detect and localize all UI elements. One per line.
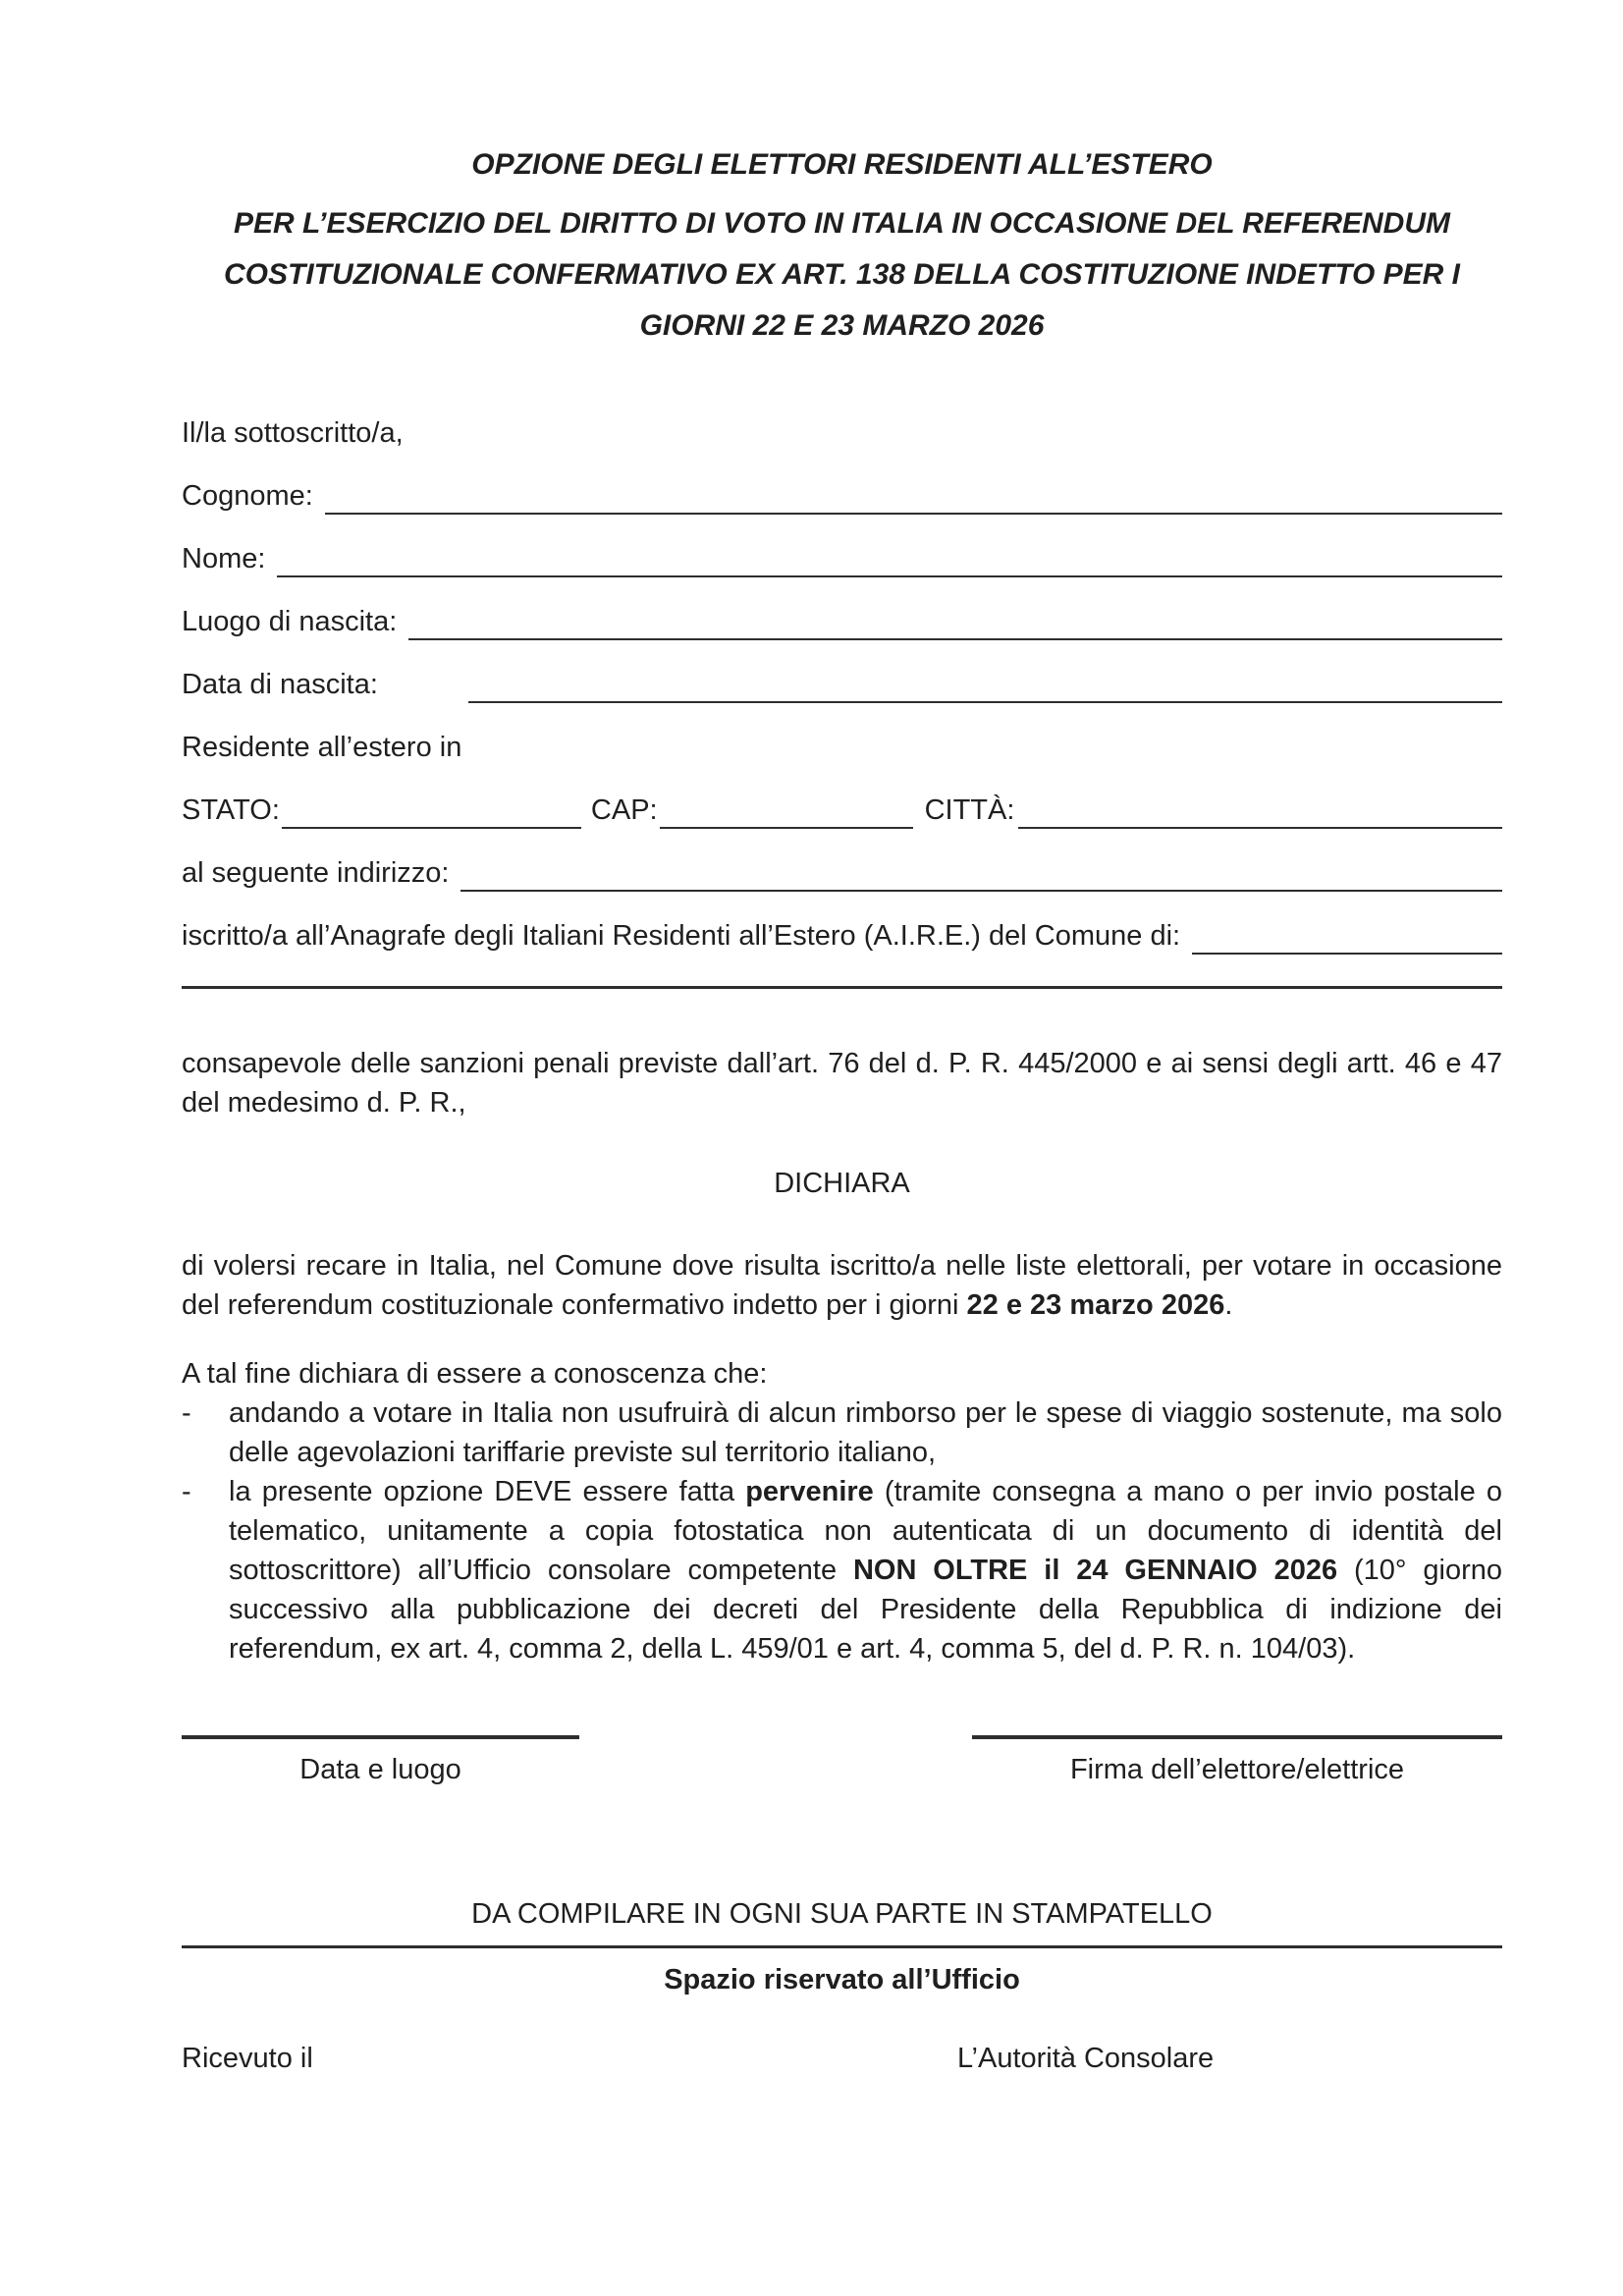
notice-bullet-2 <box>182 1472 1502 1668</box>
state-input-line[interactable] <box>282 795 581 829</box>
document-subtitle <box>182 198 1502 352</box>
signature-section <box>182 1735 1502 1788</box>
declaration-body <box>182 1246 1502 1325</box>
birthdate-label: Data di nascita: <box>182 669 378 700</box>
field-row-surname <box>182 477 1502 515</box>
received-date-label: Ricevuto il <box>182 2043 313 2074</box>
declaration-body-dates: 22 e 23 marzo 2026 <box>966 1289 1225 1321</box>
birthplace-label: Luogo di nascita: <box>182 606 398 637</box>
notice-intro: A tal fine dichiara di essere a conoscenza che: <box>182 1358 768 1390</box>
aire-comune-input-line[interactable] <box>1192 921 1502 955</box>
consular-authority-label: L’Autorità Consolare <box>957 2043 1215 2074</box>
notice-bullet-2-text <box>229 1472 1502 1668</box>
state-label: STATO: <box>182 794 280 826</box>
notice-bullet-2-bold-pervenire: pervenire <box>745 1476 874 1507</box>
notice-bullet-2-end: (10° giorno successivo alla pubblicazione dei decreti del Presidente della Repubblica di indizione dei referendum, ex art. 4, comma 2, della L. 459/01 e art. 4, comma 5, del d. P. R. n. 104/03). <box>229 1555 1502 1665</box>
date-place-signature-line[interactable] <box>182 1735 579 1739</box>
declaration-premise: consapevole delle sanzioni penali previste dall’art. 76 del d. P. R. 445/2000 e ai sensi degli artt. 46 e 47 del medesimo d. P. R., <box>182 1048 1502 1119</box>
address-label: al seguente indirizzo: <box>182 857 450 889</box>
voter-signature-label: Firma dell’elettore/elettrice <box>1069 1754 1405 1785</box>
subtitle-line-2: COSTITUZIONALE CONFERMATIVO EX ART. 138 DELLA COSTITUZIONE INDETTO PER I <box>224 258 1460 291</box>
birthplace-input-line[interactable] <box>408 607 1502 640</box>
bullet-marker: - <box>182 1397 191 1429</box>
city-label: CITTÀ: <box>924 794 1015 826</box>
bullet-marker: - <box>182 1476 191 1507</box>
notice-bullet-2-mid: (tramite consegna a mano o per invio postale o telematico, unitamente a copia fotostatica non autenticata di un documento di identità del sottoscrittore) all’Ufficio consolare competente <box>229 1476 1502 1586</box>
declaration-body-end: . <box>1224 1289 1233 1321</box>
notice-bullet-2-bold-deadline: NON OLTRE il 24 GENNAIO 2026 <box>852 1555 1338 1586</box>
subtitle-line-1: PER L’ESERCIZIO DEL DIRITTO DI VOTO IN ITALIA IN OCCASIONE DEL REFERENDUM <box>234 207 1450 240</box>
document-title: OPZIONE DEGLI ELETTORI RESIDENTI ALL’ESTERO <box>471 148 1213 181</box>
postal-code-input-line[interactable] <box>660 795 913 829</box>
subscriber-intro-label: Il/la sottoscritto/a, <box>182 417 404 449</box>
resident-abroad-label: Residente all’estero in <box>182 732 462 763</box>
field-row-aire-comune <box>182 917 1502 955</box>
field-row-birthdate <box>182 666 1502 703</box>
subtitle-line-3: GIORNI 22 E 23 MARZO 2026 <box>639 309 1045 342</box>
surname-label: Cognome: <box>182 480 313 512</box>
aire-comune-continuation-line[interactable] <box>182 986 1502 989</box>
date-place-block <box>182 1735 579 1788</box>
city-input-line[interactable] <box>1018 795 1502 829</box>
name-input-line[interactable] <box>277 544 1502 577</box>
field-row-state-cap-city <box>182 792 1502 829</box>
notice-bullet-1 <box>182 1394 1502 1472</box>
voter-signature-line[interactable] <box>972 1735 1502 1739</box>
office-footer-row <box>182 2039 1502 2078</box>
field-row-birthplace <box>182 603 1502 640</box>
field-row-address <box>182 854 1502 892</box>
postal-code-label: CAP: <box>590 794 658 826</box>
declaration-body-start: di volersi recare in Italia, nel Comune dove risulta iscritto/a nelle liste elettorali, per votare in occasione del referendum costituzionale confermativo indetto per i giorni <box>182 1250 1502 1321</box>
address-input-line[interactable] <box>460 858 1502 892</box>
notice-bullet-1-text: andando a votare in Italia non usufruirà di alcun rimborso per le spese di viaggio sostenute, ma solo delle agevolazioni tariffarie previste sul territorio italiano, <box>229 1397 1502 1468</box>
voter-signature-block <box>972 1735 1502 1788</box>
field-row-name <box>182 540 1502 577</box>
surname-input-line[interactable] <box>325 481 1502 515</box>
notice-bullet-2-start: la presente opzione DEVE essere fatta <box>229 1476 746 1507</box>
name-label: Nome: <box>182 543 266 574</box>
birthdate-input-line[interactable] <box>468 670 1502 703</box>
office-section-divider <box>182 1945 1502 1948</box>
office-section-heading: Spazio riservato all’Ufficio <box>664 1964 1020 1995</box>
aire-comune-label: iscritto/a all’Anagrafe degli Italiani Residenti all’Estero (A.I.R.E.) del Comune di: <box>182 920 1181 952</box>
date-place-label: Data e luogo <box>299 1754 461 1785</box>
field-row-resident-abroad <box>182 729 1502 766</box>
declaration-heading: DICHIARA <box>774 1168 910 1199</box>
fill-instruction: DA COMPILARE IN OGNI SUA PARTE IN STAMPATELLO <box>471 1898 1213 1930</box>
